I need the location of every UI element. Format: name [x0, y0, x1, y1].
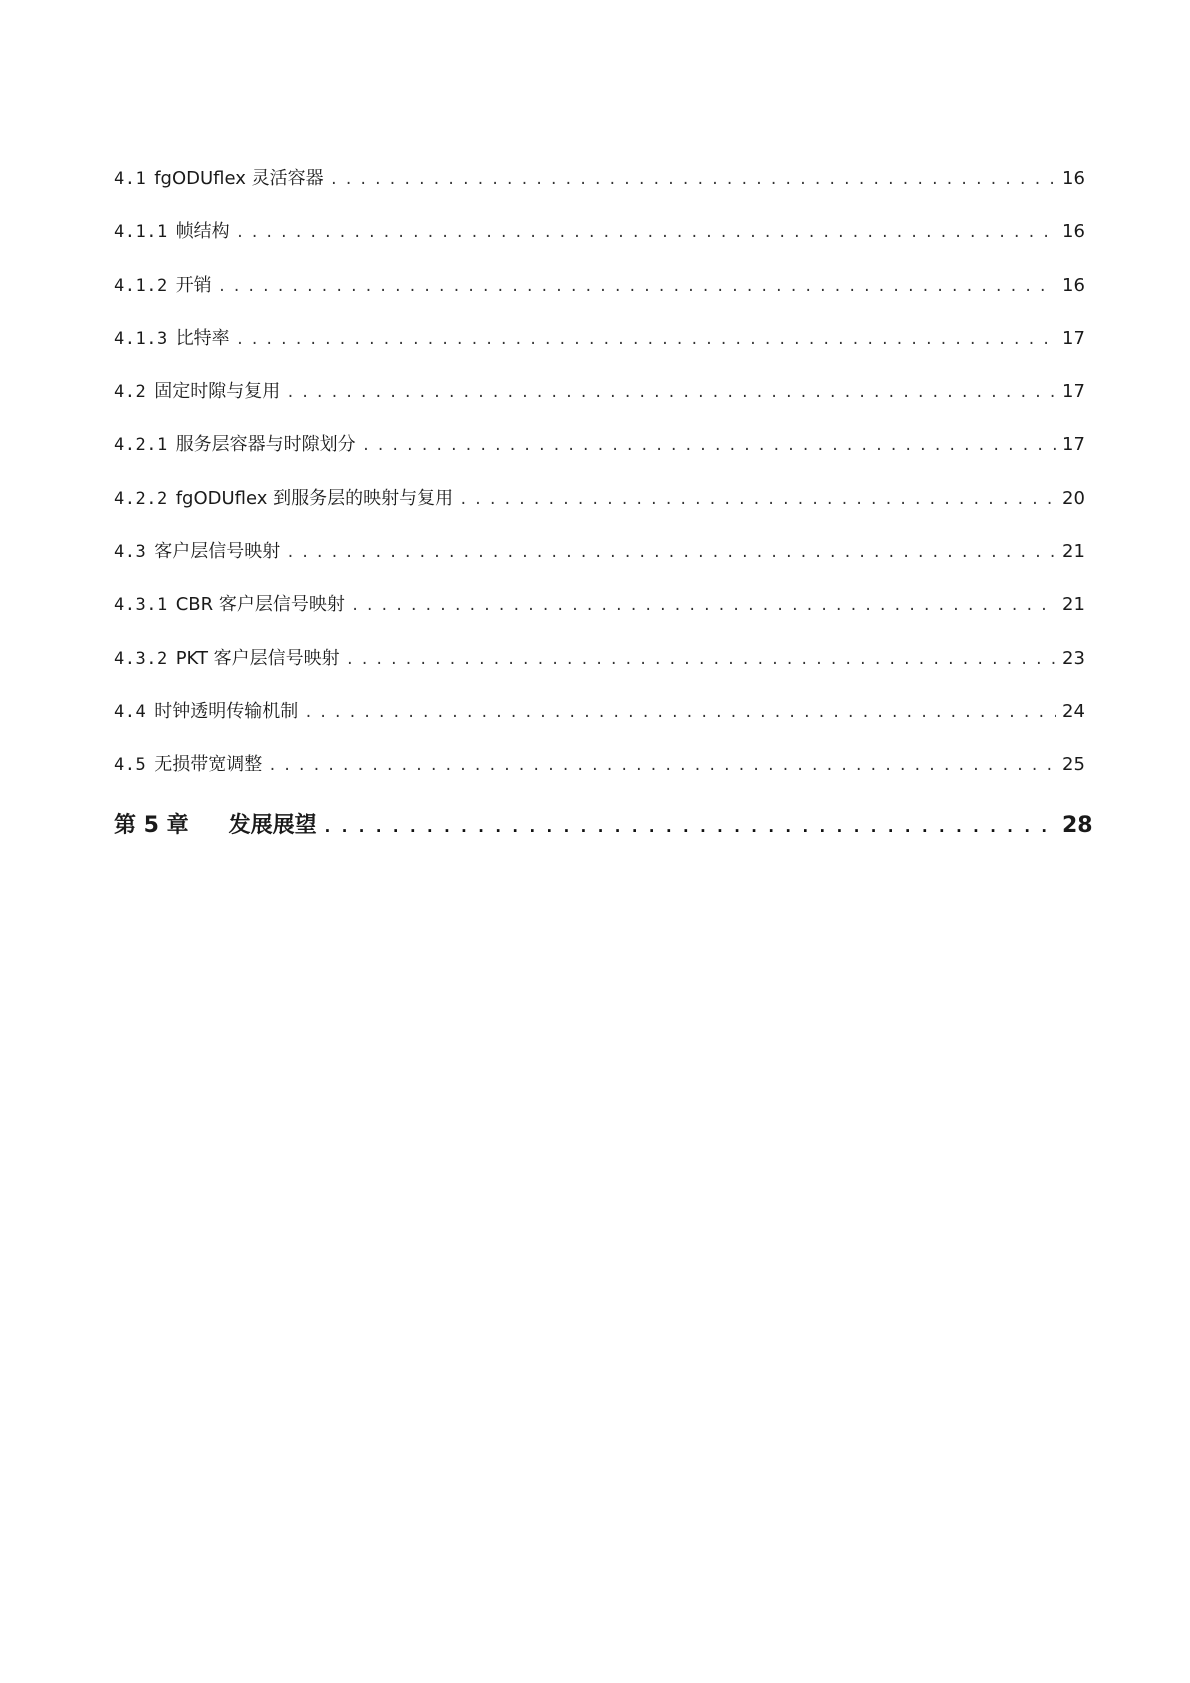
toc-entry-page: 21: [1062, 594, 1085, 616]
toc-entry-page: 23: [1062, 647, 1085, 669]
toc-entry-page: 25: [1062, 754, 1085, 776]
dot-leader: [346, 649, 1056, 671]
toc-entry-number: 4.1: [114, 169, 147, 189]
toc-entry-page: 16: [1062, 274, 1085, 296]
toc-entry-page: 21: [1062, 541, 1085, 563]
toc-entry-4-3-1[interactable]: [114, 594, 1084, 647]
toc-entry-page: 17: [1062, 434, 1085, 456]
toc-entry-4-1-2[interactable]: [114, 275, 1084, 328]
toc-entry-title: CBR 客户层信号映射: [175, 594, 345, 616]
dot-leader: [362, 435, 1056, 457]
toc-entry-page: 24: [1062, 700, 1085, 722]
toc-entry-4-1-3[interactable]: [114, 328, 1084, 381]
toc-entry-4-1[interactable]: [114, 168, 1084, 221]
toc-entry-4-2[interactable]: [114, 381, 1084, 434]
toc-entry-4-1-1[interactable]: [114, 221, 1084, 274]
dot-leader: [459, 489, 1056, 511]
dot-leader: [236, 329, 1056, 351]
table-of-contents: [114, 168, 1093, 868]
toc-entry-4-4[interactable]: [114, 701, 1084, 754]
toc-entry-4-2-2[interactable]: [114, 488, 1084, 541]
toc-entry-number: 4.3.2: [114, 648, 168, 669]
toc-entry-number: 4.1.3: [114, 328, 168, 349]
toc-entry-number: 4.4: [114, 701, 147, 722]
toc-entry-number: 4.1.1: [114, 222, 168, 243]
toc-entry-page: 16: [1062, 221, 1085, 243]
toc-entry-page: 20: [1062, 487, 1085, 509]
toc-entry-number: 4.2.1: [114, 435, 168, 456]
toc-entry-page: 17: [1062, 327, 1085, 349]
toc-entry-title: 服务层容器与时隙划分: [175, 434, 356, 456]
toc-entry-page: 16: [1062, 168, 1085, 189]
toc-entry-number: 4.3: [114, 542, 147, 563]
toc-entry-number: 4.2: [114, 382, 147, 403]
dot-leader: [286, 542, 1056, 564]
dot-leader: [351, 595, 1056, 617]
toc-entry-title: fgODUflex 到服务层的映射与复用: [175, 487, 454, 509]
toc-chapter-page: 28: [1062, 812, 1093, 838]
toc-chapter-title: 发展展望: [228, 812, 317, 838]
toc-entry-title: 帧结构: [175, 221, 230, 243]
dot-leader: [236, 222, 1056, 244]
toc-entry-number: 4.5: [114, 755, 147, 776]
dot-leader: [330, 169, 1056, 191]
toc-entry-4-2-1[interactable]: [114, 434, 1084, 487]
toc-entry-title: 开销: [175, 274, 212, 296]
toc-entry-4-3-2[interactable]: [114, 648, 1084, 701]
dot-leader: [304, 702, 1056, 724]
toc-chapter-5[interactable]: [114, 812, 1093, 868]
toc-entry-title: 无损带宽调整: [154, 754, 263, 776]
dot-leader: [323, 816, 1056, 838]
toc-entry-number: 4.3.1: [114, 595, 168, 616]
dot-leader: [218, 276, 1056, 298]
toc-entry-title: PKT 客户层信号映射: [175, 647, 340, 669]
toc-entry-number: 4.2.2: [114, 488, 168, 509]
toc-entry-number: 4.1.2: [114, 275, 168, 296]
toc-entry-title: 比特率: [175, 327, 230, 349]
toc-entry-page: 17: [1062, 381, 1085, 403]
toc-entry-4-5[interactable]: [114, 754, 1084, 807]
toc-chapter-number: 第 5 章: [114, 812, 189, 838]
toc-entry-4-3[interactable]: [114, 541, 1084, 594]
toc-entry-title: 时钟透明传输机制: [154, 700, 299, 722]
dot-leader: [286, 382, 1056, 404]
dot-leader: [268, 755, 1056, 777]
toc-entry-title: fgODUflex 灵活容器: [154, 168, 324, 189]
toc-entry-title: 固定时隙与复用: [154, 381, 281, 403]
toc-entry-title: 客户层信号映射: [154, 541, 281, 563]
